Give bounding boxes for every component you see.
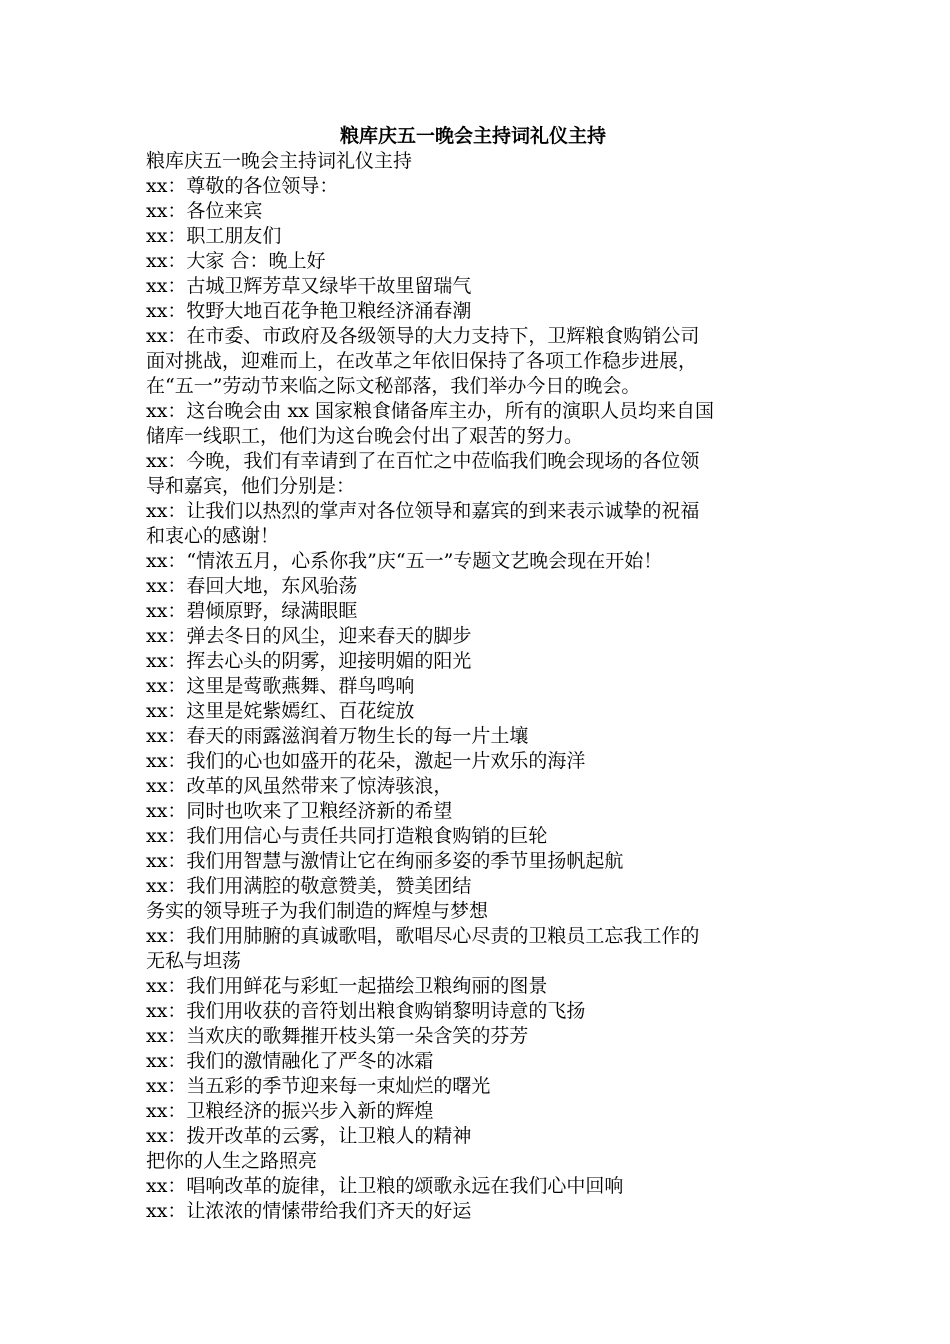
text-line: xx：让我们以热烈的掌声对各位领导和嘉宾的到来表示诚挚的祝福: [146, 500, 700, 522]
text-line: xx：这里是姹紫嫣红、百花绽放: [146, 700, 415, 722]
text-line: xx：当五彩的季节迎来每一束灿烂的曙光: [146, 1075, 491, 1097]
text-line: xx：这台晚会由 xx 国家粮食储备库主办，所有的演职人员均来自国: [146, 400, 714, 422]
text-line: xx：牧野大地百花争艳卫粮经济涌春潮: [146, 300, 472, 322]
text-line: 无私与坦荡: [146, 950, 242, 972]
text-line: xx：我们用满腔的敬意赞美，赞美团结: [146, 875, 472, 897]
text-line: xx：职工朋友们: [146, 225, 282, 247]
text-line: xx：春回大地，东风骀荡: [146, 575, 358, 597]
text-line: xx：唱响改革的旋律，让卫粮的颂歌永远在我们心中回响: [146, 1175, 624, 1197]
text-line: xx：我们用信心与责任共同打造粮食购销的巨轮: [146, 825, 548, 847]
text-line: xx：古城卫辉芳草又绿毕干故里留瑞气: [146, 275, 472, 297]
document-body: [146, 149, 800, 1224]
text-line: xx：卫粮经济的振兴步入新的辉煌: [146, 1100, 434, 1122]
text-line: xx：我们用鲜花与彩虹一起描绘卫粮绚丽的图景: [146, 975, 548, 997]
text-line: 导和嘉宾，他们分别是：: [146, 475, 356, 497]
text-line: xx：挥去心头的阴雾，迎接明媚的阳光: [146, 650, 472, 672]
text-line: 把你的人生之路照亮: [146, 1150, 318, 1172]
text-line: xx：碧倾原野，绿满眼眶: [146, 600, 358, 622]
text-line: xx：让浓浓的情愫带给我们齐天的好运: [146, 1200, 472, 1222]
text-line: xx：改革的风虽然带来了惊涛骇浪，: [146, 775, 453, 797]
text-line: 粮库庆五一晚会主持词礼仪主持: [146, 150, 413, 172]
text-line: xx：我们用智慧与激情让它在绚丽多姿的季节里扬帆起航: [146, 850, 624, 872]
text-line: xx：这里是莺歌燕舞、群鸟鸣响: [146, 675, 415, 697]
text-line: xx：尊敬的各位领导：: [146, 175, 339, 197]
text-line: xx：大家 合：晚上好: [146, 250, 326, 272]
text-line: 务实的领导班子为我们制造的辉煌与梦想: [146, 900, 489, 922]
document-title: 粮库庆五一晚会主持词礼仪主持: [339, 125, 606, 147]
text-line: 面对挑战，迎难而上，在改革之年依旧保持了各项工作稳步进展，: [146, 350, 698, 372]
text-line: xx：今晚，我们有幸请到了在百忙之中莅临我们晚会现场的各位领: [146, 450, 700, 472]
text-line: xx：春天的雨露滋润着万物生长的每一片土壤: [146, 725, 529, 747]
text-line: 和衷心的感谢！: [146, 525, 280, 547]
text-line: xx：我们用肺腑的真诚歌唱，歌唱尽心尽责的卫粮员工忘我工作的: [146, 925, 700, 947]
text-line: xx：同时也吹来了卫粮经济新的希望: [146, 800, 453, 822]
text-line: xx：拨开改革的云雾，让卫粮人的精神: [146, 1125, 472, 1147]
text-line: xx：我们的激情融化了严冬的冰霜: [146, 1050, 434, 1072]
text-line: xx：我们用收获的音符划出粮食购销黎明诗意的飞扬: [146, 1000, 586, 1022]
text-line: 在“五一”劳动节来临之际文秘部落，我们举办今日的晚会。: [146, 375, 641, 397]
text-line: xx：当欢庆的歌舞摧开枝头第一朵含笑的芬芳: [146, 1025, 529, 1047]
text-line: xx：在市委、市政府及各级领导的大力支持下，卫辉粮食购销公司: [146, 325, 700, 347]
text-line: xx：我们的心也如盛开的花朵，激起一片欢乐的海洋: [146, 750, 586, 772]
text-line: xx：各位来宾: [146, 200, 263, 222]
text-line: xx：弹去冬日的风尘，迎来春天的脚步: [146, 625, 472, 647]
text-line: xx：“情浓五月，心系你我”庆“五一”专题文艺晚会现在开始！: [146, 550, 663, 572]
text-line: 储库一线职工，他们为这台晚会付出了艰苦的努力。: [146, 425, 584, 447]
